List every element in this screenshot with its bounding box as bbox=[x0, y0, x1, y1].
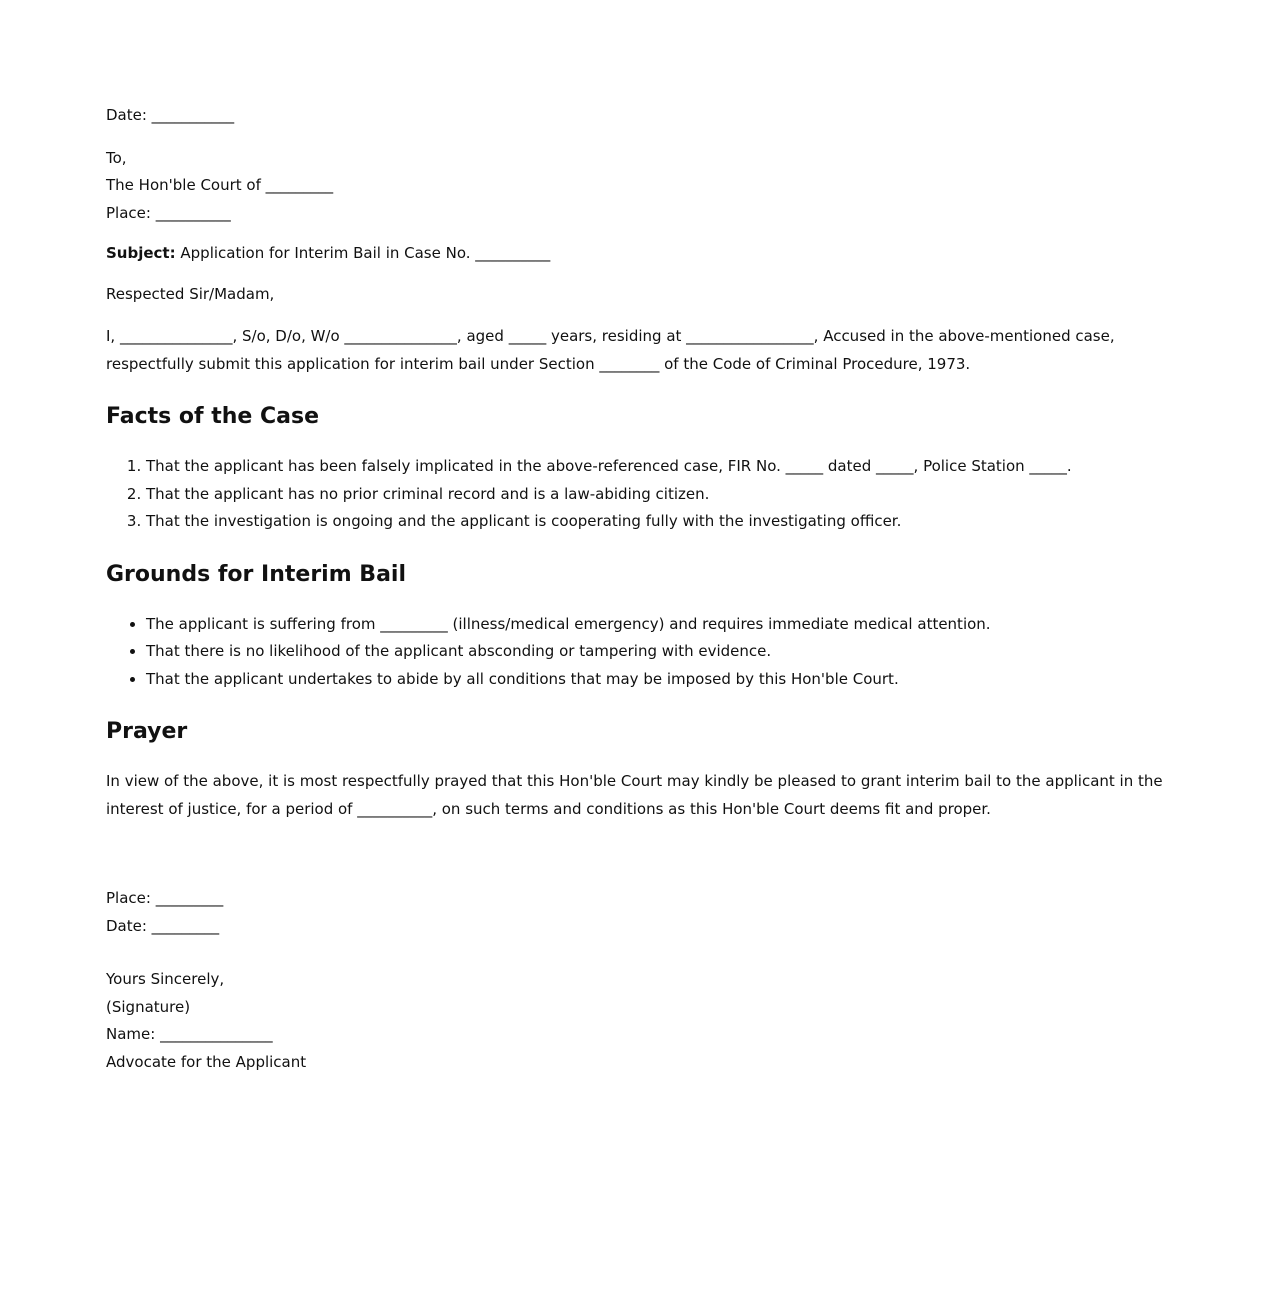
addressee-block bbox=[106, 145, 1196, 228]
prayer-heading: Prayer bbox=[106, 719, 188, 744]
subject-line bbox=[106, 240, 1196, 268]
signoff-block bbox=[106, 966, 1196, 1076]
grounds-list bbox=[106, 611, 1196, 694]
list-item: 3. That the investigation is ongoing and the applicant is cooperating fully with the investigating officer. bbox=[146, 508, 1196, 536]
list-item: 2. That the applicant has no prior criminal record and is a law-abiding citizen. bbox=[146, 481, 1196, 509]
salutation: Respected Sir/Madam, bbox=[106, 284, 275, 303]
subject-text: Application for Interim Bail in Case No. __________ bbox=[180, 244, 551, 262]
date-line: Date: ___________ bbox=[106, 106, 235, 124]
list-item: • The applicant is suffering from _________ (illness/medical emergency) and requires immediate medical attention. bbox=[146, 611, 1196, 639]
prayer-paragraph: In view of the above, it is most respectfully prayed that this Hon'ble Court may kindly be pleased to grant interim bail to the applicant in the interest of justice, for a period of __________, on such terms and conditions as this Hon'ble Court deems fit and proper. bbox=[106, 772, 1163, 818]
closing-place-date bbox=[106, 885, 1196, 940]
facts-heading: Facts of the Case bbox=[106, 404, 320, 429]
subject-label: Subject: bbox=[106, 244, 176, 262]
signoff-signature: (Signature) bbox=[106, 997, 191, 1016]
list-item: • That the applicant undertakes to abide by all conditions that may be imposed by this Hon'ble Court. bbox=[146, 666, 1196, 694]
signoff-yours: Yours Sincerely, bbox=[106, 970, 225, 988]
closing-date: Date: _________ bbox=[106, 916, 220, 935]
intro-paragraph: I, _______________, S/o, D/o, W/o _______________, aged _____ years, residing at _________________, Accused in the above-mentioned case, respectfully submit this application for interim bail under Section ________ of the Code of Criminal Procedure, 1973. bbox=[106, 327, 1115, 373]
list-item: • That there is no likelihood of the applicant absconding or tampering with evidence. bbox=[146, 638, 1196, 666]
closing-place: Place: _________ bbox=[106, 889, 224, 907]
grounds-heading: Grounds for Interim Bail bbox=[106, 561, 406, 587]
list-item: 1. That the applicant has been falsely implicated in the above-referenced case, FIR No. _____ dated _____, Police Station _____. bbox=[146, 453, 1196, 481]
addressee-place: Place: __________ bbox=[106, 203, 231, 222]
addressee-court: The Hon'ble Court of _________ bbox=[106, 176, 334, 194]
facts-list bbox=[106, 453, 1196, 536]
addressee-to: To, bbox=[106, 148, 127, 167]
signoff-name: Name: _______________ bbox=[106, 1025, 273, 1043]
signoff-role: Advocate for the Applicant bbox=[106, 1052, 307, 1071]
